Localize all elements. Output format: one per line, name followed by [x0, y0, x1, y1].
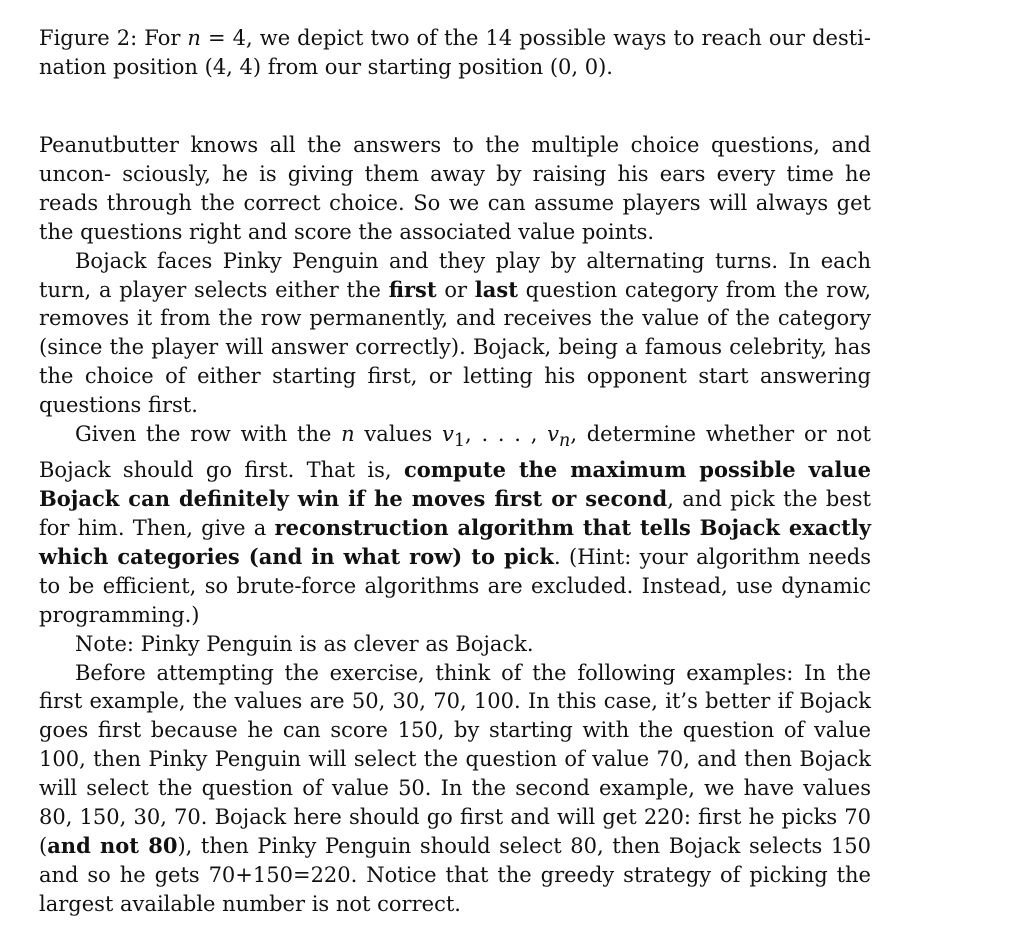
bold-last: last [474, 276, 518, 302]
caption-label: Figure 2: [39, 26, 138, 50]
bold-compute-max: compute the maximum possible value Bojack can definitely win if he moves first or second [39, 457, 871, 512]
math-n: n [187, 26, 201, 50]
paragraph-examples: Before attempting the exercise, think of the following examples: In the first example, the values are 50, 30, 70, 100. In this case, it’s better if Bojack goes first because he can score 150, by starting with the question of value 100, then Pinky Penguin will select the question of value 70, and then Bojack will select the question of value 50. In the second example, we have values 80, 150, 30, 70. Bojack here should go first and will get 220: first he picks 70 (and not 80), then Pinky Penguin should select 80, then Bojack selects 150 and so he gets 70+150=220. Notice that the greedy strategy of picking the largest available number is not correct. [39, 660, 871, 916]
paragraph-task: Given the row with the n values $v_1$, . . . , $v_n$, determine whether or not Bojack should go first. That is, compute the maximum possible value Bojack can definitely win if he moves first or second, and pick the best for him. Then, give a reconstruction algorithm that tells Bojack exactly which categories (and in what row) to pick. (Hint: your algorithm needs to be efficient, so brute-force algorithms are excluded. Instead, use dynamic programming.) [39, 422, 872, 627]
math-v1: v [442, 422, 454, 447]
problem-text [39, 131, 871, 919]
math-n: n [341, 422, 355, 447]
paragraph-game-rules: Bojack faces Pinky Penguin and they play by alternating turns. In each turn, a player selects either the first or last question category from the row, removes it from the row permanently, and receives the value of the category (since the player will answer correctly). Bojack, being a famous celebrity, has the choice of either starting first, or letting his opponent start answering questions first. [39, 248, 871, 418]
paragraph-note: Note: Pinky Penguin is as clever as Bojack. [75, 631, 534, 656]
bold-and-not-80: and not 80 [47, 832, 178, 858]
figure-caption: Figure 2: For n = 4, we depict two of the 14 possible ways to reach our desti- nation position (4, 4) from our starting position (0, 0). [39, 26, 871, 79]
bold-reconstruction: reconstruction algorithm that tells Bojack exactly which categories (and in what row) to pick [39, 514, 871, 569]
bold-first: first [388, 276, 437, 302]
paragraph-peanutbutter: Peanutbutter knows all the answers to the multiple choice questions, and uncon- sciously, he is giving them away by raising his ears every time he reads through the correct choice. So we can assume players will always get the questions right and score the associated value points. [39, 133, 871, 244]
math-vn: v [547, 422, 560, 447]
